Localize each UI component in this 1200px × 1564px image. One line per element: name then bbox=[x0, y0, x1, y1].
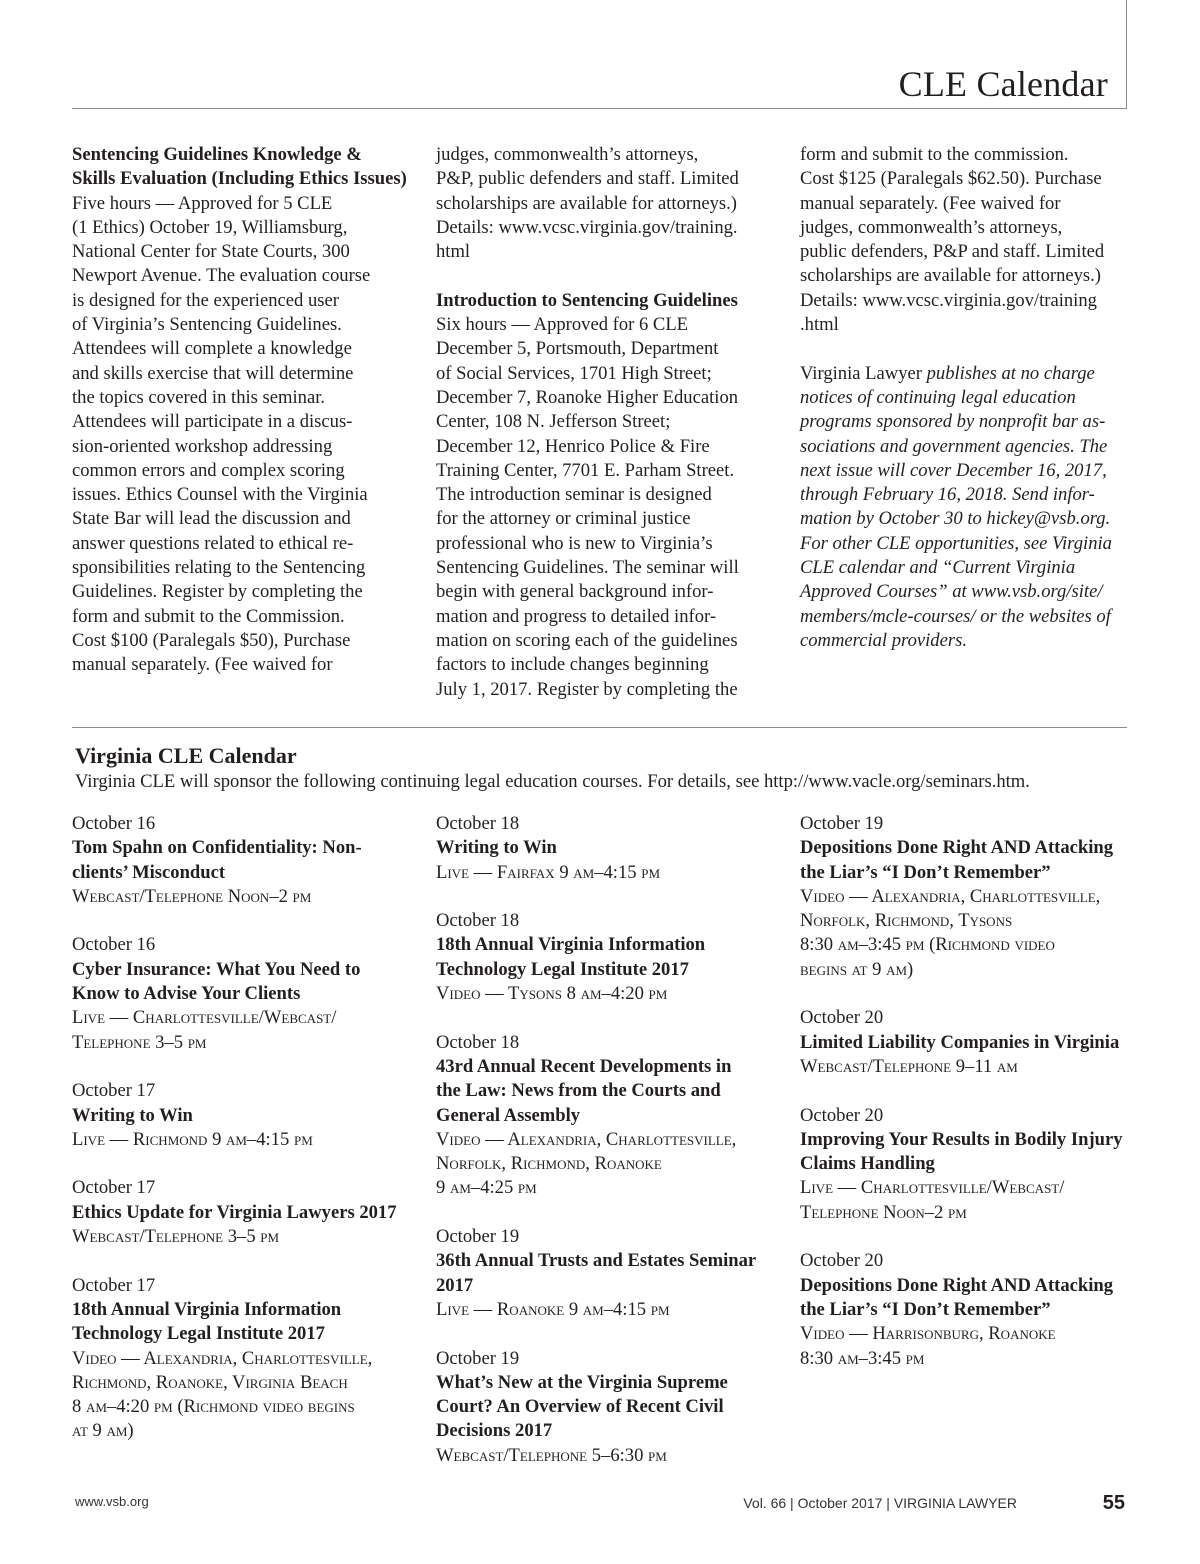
text-line: sion-oriented workshop addressing bbox=[72, 435, 333, 457]
event-date: October 20 bbox=[800, 1007, 884, 1029]
event-item bbox=[800, 1006, 1135, 1079]
event-item bbox=[72, 1079, 412, 1152]
text-line: is designed for the experienced user bbox=[72, 289, 339, 311]
text-line: Sentencing Guidelines. The seminar will bbox=[436, 557, 739, 579]
events-column-2 bbox=[436, 812, 776, 1492]
event-title: Decisions 2017 bbox=[436, 1420, 553, 1442]
header-rule bbox=[72, 108, 1127, 109]
event-date: October 17 bbox=[72, 1274, 156, 1296]
text-line: mation by October 30 to hickey@vsb.org. bbox=[800, 508, 1111, 530]
continued-text bbox=[436, 143, 776, 264]
event-detail: at 9 am) bbox=[72, 1420, 134, 1442]
text-line: July 1, 2017. Register by completing the bbox=[436, 678, 738, 700]
event-detail: Webcast/Telephone 5–6:30 pm bbox=[436, 1444, 667, 1466]
text-line: answer questions related to ethical re- bbox=[72, 532, 354, 554]
event-detail: Webcast/Telephone 9–11 am bbox=[800, 1055, 1018, 1077]
text-line: sociations and government agencies. The bbox=[800, 435, 1108, 457]
text-line: html bbox=[436, 241, 471, 263]
header-vertical-rule bbox=[1126, 0, 1127, 108]
text-line: The introduction seminar is designed bbox=[436, 484, 712, 506]
text-line: National Center for State Courts, 300 bbox=[72, 241, 350, 263]
text-line: manual separately. (Fee waived for bbox=[800, 192, 1061, 214]
event-detail: 8 am–4:20 pm (Richmond video begins bbox=[72, 1396, 355, 1418]
event-item bbox=[436, 909, 776, 1006]
event-title: 18th Annual Virginia Information bbox=[72, 1298, 342, 1320]
text-line: Cost $125 (Paralegals $62.50). Purchase bbox=[800, 168, 1102, 190]
section-title: Introduction to Sentencing Guidelines bbox=[436, 289, 738, 311]
event-title: the Law: News from the Courts and bbox=[436, 1080, 721, 1102]
text-line: Five hours — Approved for 5 CLE bbox=[72, 192, 333, 214]
text-line: Details: www.vcsc.virginia.gov/training. bbox=[436, 216, 738, 238]
text-line: form and submit to the commission. bbox=[800, 144, 1069, 165]
event-detail: Live — Richmond 9 am–4:15 pm bbox=[72, 1128, 313, 1150]
event-item bbox=[436, 1225, 776, 1322]
event-detail: Webcast/Telephone 3–5 pm bbox=[72, 1226, 280, 1248]
text-line: December 7, Roanoke Higher Education bbox=[436, 386, 739, 408]
text-line: through February 16, 2018. Send infor- bbox=[800, 484, 1095, 506]
column-1 bbox=[72, 143, 407, 678]
events-column-1 bbox=[72, 812, 412, 1468]
text-line: common errors and complex scoring bbox=[72, 459, 345, 481]
text-line: for the attorney or criminal justice bbox=[436, 508, 691, 530]
event-title: 2017 bbox=[436, 1274, 474, 1296]
event-title: Technology Legal Institute 2017 bbox=[436, 958, 689, 980]
text-line: manual separately. (Fee waived for bbox=[72, 654, 333, 676]
event-date: October 17 bbox=[72, 1177, 156, 1199]
event-title: 43rd Annual Recent Developments in bbox=[436, 1055, 732, 1077]
event-date: October 17 bbox=[72, 1080, 156, 1102]
section-body bbox=[436, 313, 776, 702]
text-line: P&P, public defenders and staff. Limited bbox=[436, 168, 739, 190]
event-date: October 18 bbox=[436, 1031, 520, 1053]
event-detail: Webcast/Telephone Noon–2 pm bbox=[72, 885, 312, 907]
footer-website: www.vsb.org bbox=[75, 1494, 149, 1509]
section-title: Sentencing Guidelines Knowledge & Skills Evaluation (Including Ethics Issues) bbox=[72, 144, 407, 190]
event-title: Ethics Update for Virginia Lawyers 2017 bbox=[72, 1201, 397, 1223]
event-date: October 18 bbox=[436, 813, 520, 834]
text-line: Guidelines. Register by completing the bbox=[72, 581, 363, 603]
event-title: clients’ Misconduct bbox=[72, 861, 226, 883]
event-title: Writing to Win bbox=[72, 1104, 193, 1126]
event-item bbox=[800, 1249, 1135, 1370]
text-line: Approved Courses” at www.vsb.org/site/ bbox=[800, 581, 1103, 603]
event-title: 18th Annual Virginia Information bbox=[436, 934, 706, 956]
event-detail: Video — Alexandria, Charlottesville, bbox=[436, 1128, 737, 1150]
text-line: next issue will cover December 16, 2017, bbox=[800, 459, 1107, 481]
event-date: October 16 bbox=[72, 934, 156, 956]
event-date: October 20 bbox=[800, 1250, 884, 1272]
text-line: Newport Avenue. The evaluation course bbox=[72, 265, 371, 287]
text-line: public defenders, P&P and staff. Limited bbox=[800, 241, 1105, 263]
event-title: Technology Legal Institute 2017 bbox=[72, 1323, 325, 1345]
notice-first-line bbox=[800, 362, 1130, 386]
text-line: commercial providers. bbox=[800, 629, 967, 651]
text-line: Attendees will complete a knowledge bbox=[72, 338, 352, 360]
event-detail: Live — Charlottesville/Webcast/ bbox=[72, 1007, 337, 1029]
text-line: form and submit to the Commission. bbox=[72, 605, 345, 627]
event-detail: Norfolk, Richmond, Roanoke bbox=[436, 1153, 662, 1175]
event-item bbox=[72, 1274, 412, 1444]
continued-text bbox=[800, 143, 1130, 337]
page-number: 55 bbox=[1102, 1492, 1125, 1514]
paragraph-gap bbox=[436, 264, 776, 288]
text-line: professional who is new to Virginia’s bbox=[436, 532, 713, 554]
text-line: (1 Ethics) October 19, Williamsburg, bbox=[72, 216, 348, 238]
notice-body bbox=[800, 386, 1130, 653]
event-item bbox=[800, 1104, 1135, 1225]
text-line: issues. Ethics Counsel with the Virginia bbox=[72, 484, 368, 506]
text-line: Center, 108 N. Jefferson Street; bbox=[436, 411, 671, 433]
event-date: October 19 bbox=[436, 1347, 520, 1369]
event-item bbox=[436, 1347, 776, 1468]
event-item bbox=[800, 812, 1135, 982]
event-item bbox=[436, 812, 776, 885]
event-detail: 9 am–4:25 pm bbox=[436, 1177, 537, 1199]
text-line: factors to include changes beginning bbox=[436, 654, 709, 676]
event-detail: begins at 9 am) bbox=[800, 958, 914, 980]
text-line: of Social Services, 1701 High Street; bbox=[436, 362, 712, 384]
text-line: Details: www.vcsc.virginia.gov/training bbox=[800, 289, 1097, 311]
event-detail: Norfolk, Richmond, Tysons bbox=[800, 910, 1013, 932]
event-title: the Liar’s “I Don’t Remember” bbox=[800, 861, 1051, 883]
event-date: October 16 bbox=[72, 813, 156, 834]
column-3 bbox=[800, 143, 1130, 653]
notice-publication-name: Virginia Lawyer bbox=[800, 362, 922, 384]
text-line: judges, commonwealth’s attorneys, bbox=[800, 216, 1063, 238]
paragraph-gap bbox=[800, 337, 1130, 361]
notice-first-text: publishes at no charge bbox=[921, 362, 1095, 384]
text-line: For other CLE opportunities, see Virginia bbox=[800, 532, 1112, 554]
section-divider bbox=[72, 727, 1127, 728]
event-detail: Live — Fairfax 9 am–4:15 pm bbox=[436, 861, 661, 883]
events-column-3 bbox=[800, 812, 1135, 1395]
text-line: mation and progress to detailed infor- bbox=[436, 605, 717, 627]
event-detail: Telephone Noon–2 pm bbox=[800, 1201, 967, 1223]
page-title: CLE Calendar bbox=[898, 64, 1108, 104]
event-title: Improving Your Results in Bodily Injury bbox=[800, 1128, 1123, 1150]
text-line: of Virginia’s Sentencing Guidelines. bbox=[72, 314, 342, 336]
text-line: begin with general background infor- bbox=[436, 581, 714, 603]
event-title: Cyber Insurance: What You Need to bbox=[72, 958, 361, 980]
text-line: scholarships are available for attorneys.) bbox=[800, 265, 1101, 287]
text-line: December 12, Henrico Police & Fire bbox=[436, 435, 710, 457]
event-detail: 8:30 am–3:45 pm (Richmond video bbox=[800, 934, 1055, 956]
virginia-cle-title: Virginia CLE Calendar bbox=[75, 743, 297, 768]
event-title: Writing to Win bbox=[436, 837, 557, 859]
text-line: members/mcle-courses/ or the websites of bbox=[800, 605, 1111, 627]
event-detail: Live — Charlottesville/Webcast/ bbox=[800, 1177, 1065, 1199]
event-item bbox=[72, 933, 412, 1054]
event-date: October 19 bbox=[800, 813, 884, 834]
virginia-cle-intro: Virginia CLE will sponsor the following continuing legal education courses. For details, see http://www.vacle.org/seminars.htm. bbox=[75, 771, 1030, 792]
event-detail: 8:30 am–3:45 pm bbox=[800, 1347, 925, 1369]
event-title: Claims Handling bbox=[800, 1153, 935, 1175]
event-title: Tom Spahn on Confidentiality: Non- bbox=[72, 837, 362, 859]
text-line: Attendees will participate in a discus- bbox=[72, 411, 353, 433]
event-date: October 19 bbox=[436, 1226, 520, 1248]
text-line: judges, commonwealth’s attorneys, bbox=[436, 144, 699, 165]
event-title: Limited Liability Companies in Virginia bbox=[800, 1031, 1120, 1053]
text-line: notices of continuing legal education bbox=[800, 386, 1076, 408]
event-item bbox=[436, 1031, 776, 1201]
event-item bbox=[72, 812, 412, 909]
text-line: sponsibilities relating to the Sentencing bbox=[72, 557, 366, 579]
column-2 bbox=[436, 143, 776, 702]
event-title: the Liar’s “I Don’t Remember” bbox=[800, 1298, 1051, 1320]
event-date: October 18 bbox=[436, 910, 520, 932]
event-title: Depositions Done Right AND Attacking bbox=[800, 837, 1114, 859]
event-detail: Video — Alexandria, Charlottesville, bbox=[800, 885, 1101, 907]
event-title: Know to Advise Your Clients bbox=[72, 983, 301, 1005]
text-line: and skills exercise that will determine bbox=[72, 362, 354, 384]
event-detail: Video — Harrisonburg, Roanoke bbox=[800, 1323, 1056, 1345]
text-line: Six hours — Approved for 6 CLE bbox=[436, 314, 689, 336]
text-line: Cost $100 (Paralegals $50), Purchase bbox=[72, 629, 351, 651]
footer-issue: Vol. 66 | October 2017 | VIRGINIA LAWYER bbox=[743, 1495, 1017, 1511]
event-title: Depositions Done Right AND Attacking bbox=[800, 1274, 1114, 1296]
text-line: State Bar will lead the discussion and bbox=[72, 508, 351, 530]
text-line: Training Center, 7701 E. Parham Street. bbox=[436, 459, 735, 481]
text-line: programs sponsored by nonprofit bar as- bbox=[800, 411, 1106, 433]
event-item bbox=[72, 1176, 412, 1249]
event-detail: Video — Alexandria, Charlottesville, bbox=[72, 1347, 373, 1369]
text-line: the topics covered in this seminar. bbox=[72, 386, 326, 408]
event-detail: Richmond, Roanoke, Virginia Beach bbox=[72, 1371, 348, 1393]
event-detail: Video — Tysons 8 am–4:20 pm bbox=[436, 983, 668, 1005]
event-title: Court? An Overview of Recent Civil bbox=[436, 1396, 724, 1418]
event-detail: Telephone 3–5 pm bbox=[72, 1031, 207, 1053]
text-line: December 5, Portsmouth, Department bbox=[436, 338, 719, 360]
text-line: CLE calendar and “Current Virginia bbox=[800, 557, 1076, 579]
event-title: What’s New at the Virginia Supreme bbox=[436, 1371, 728, 1393]
event-detail: Live — Roanoke 9 am–4:15 pm bbox=[436, 1298, 670, 1320]
event-title: General Assembly bbox=[436, 1104, 581, 1126]
text-line: mation on scoring each of the guidelines bbox=[436, 629, 738, 651]
event-title: 36th Annual Trusts and Estates Seminar bbox=[436, 1250, 757, 1272]
section-body bbox=[72, 192, 407, 678]
text-line: .html bbox=[800, 314, 839, 336]
event-date: October 20 bbox=[800, 1104, 884, 1126]
text-line: scholarships are available for attorneys.) bbox=[436, 192, 737, 214]
